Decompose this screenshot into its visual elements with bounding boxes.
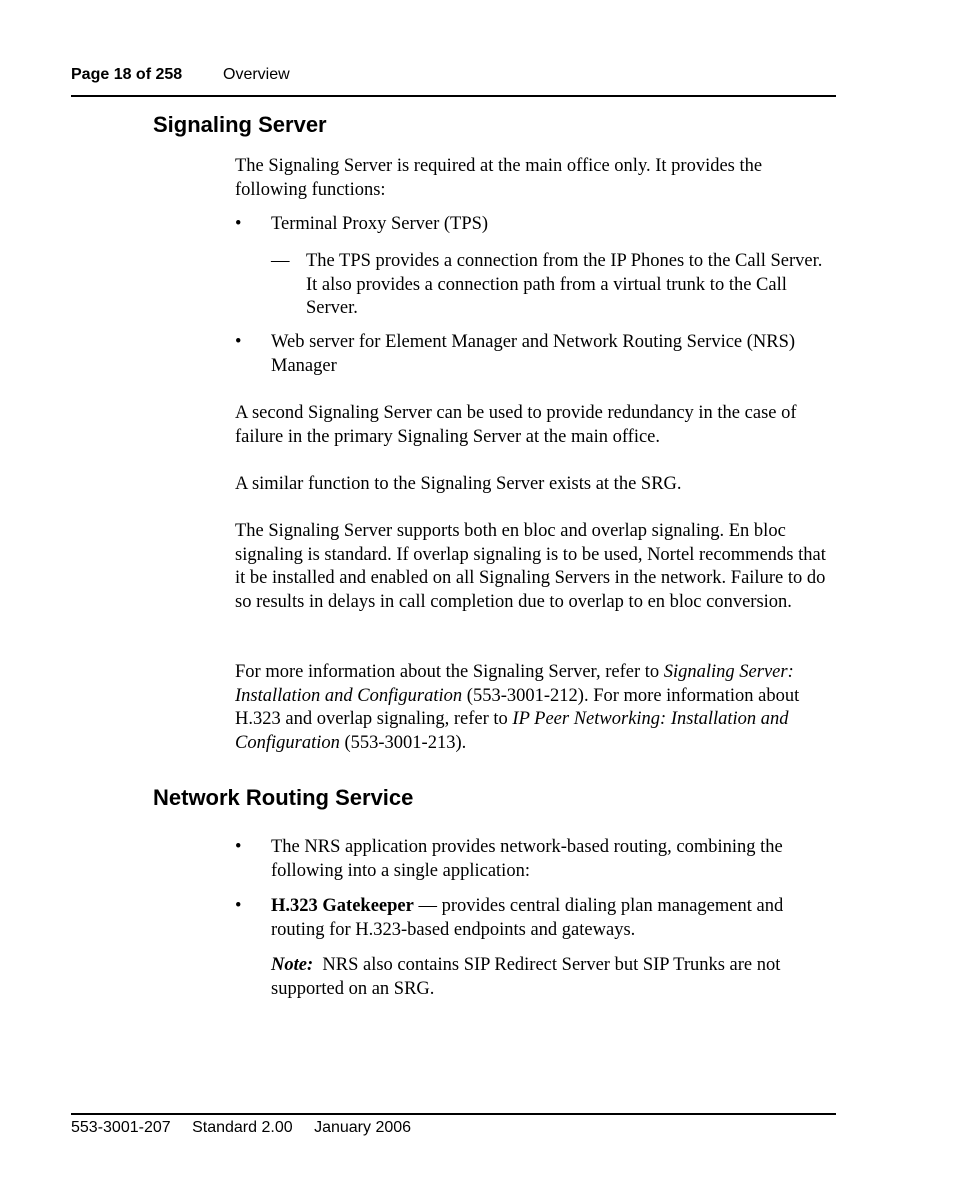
heading-signaling-server: Signaling Server bbox=[153, 112, 327, 137]
section-name: Overview bbox=[223, 66, 290, 83]
bullet-web-server: Web server for Element Manager and Network Routing Service (NRS) Manager bbox=[271, 332, 796, 376]
page-footer bbox=[71, 1119, 428, 1137]
page-number: Page 18 of 258 bbox=[71, 66, 183, 83]
header-rule bbox=[71, 95, 836, 97]
bullet-tps: Terminal Proxy Server (TPS) bbox=[271, 214, 489, 234]
redundancy-paragraph: A second Signaling Server can be used to provide redundancy in the case of failure in the primary Signaling Server at the main office. bbox=[235, 403, 797, 447]
bullet-gatekeeper bbox=[271, 895, 835, 942]
bullet-marker: • bbox=[235, 896, 242, 916]
more-info-text: (553-3001-212). For more information about H.323 and overlap signaling, refer to bbox=[235, 685, 800, 729]
note-text: NRS also contains SIP Redirect Server but SIP Trunks are not supported on an SRG. bbox=[271, 955, 786, 999]
reference-signaling-server: Signaling Server: Installation and Configuration bbox=[235, 662, 794, 706]
gatekeeper-term: H.323 Gatekeeper bbox=[271, 896, 414, 916]
bullet-marker: • bbox=[235, 332, 242, 352]
intro-paragraph: The Signaling Server is required at the main office only. It provides the following functions: bbox=[235, 156, 763, 200]
document-number: 553-3001-207 bbox=[71, 1119, 171, 1136]
footer-rule bbox=[71, 1113, 836, 1115]
more-info-text: For more information about the Signaling Server, refer to bbox=[235, 662, 664, 682]
srg-paragraph: A similar function to the Signaling Server exists at the SRG. bbox=[235, 474, 682, 494]
bullet-marker: • bbox=[235, 837, 242, 857]
page-header bbox=[71, 66, 290, 84]
signaling-modes-paragraph: The Signaling Server supports both en bloc and overlap signaling. En bloc signaling is standard. If overlap signaling is to be used, Nortel recommends that it be installed and enabled on all Signaling Servers in the network. Failure to do so results in delays in call completion due to overlap to en bloc conversion. bbox=[235, 521, 826, 612]
note-block bbox=[271, 954, 835, 1001]
publication-date: January 2006 bbox=[314, 1119, 412, 1136]
sub-bullet-tps: The TPS provides a connection from the IP Phones to the Call Server. It also provides a connection path from a virtual trunk to the Call Server. bbox=[306, 251, 823, 318]
dash-marker: — bbox=[271, 251, 290, 271]
bullet-marker: • bbox=[235, 214, 242, 234]
reference-ip-peer: IP Peer Networking: Installation and Configuration bbox=[235, 709, 789, 753]
more-info-paragraph bbox=[235, 661, 835, 755]
heading-network-routing-service: Network Routing Service bbox=[153, 785, 414, 810]
gatekeeper-description: — provides central dialing plan management and routing for H.323-based endpoints and gateways. bbox=[271, 896, 784, 940]
bullet-nrs-application: The NRS application provides network-based routing, combining the following into a single application: bbox=[271, 837, 783, 881]
standard-version: Standard 2.00 bbox=[192, 1119, 293, 1136]
more-info-text: (553-3001-213). bbox=[339, 732, 467, 753]
note-label: Note: bbox=[271, 955, 314, 975]
